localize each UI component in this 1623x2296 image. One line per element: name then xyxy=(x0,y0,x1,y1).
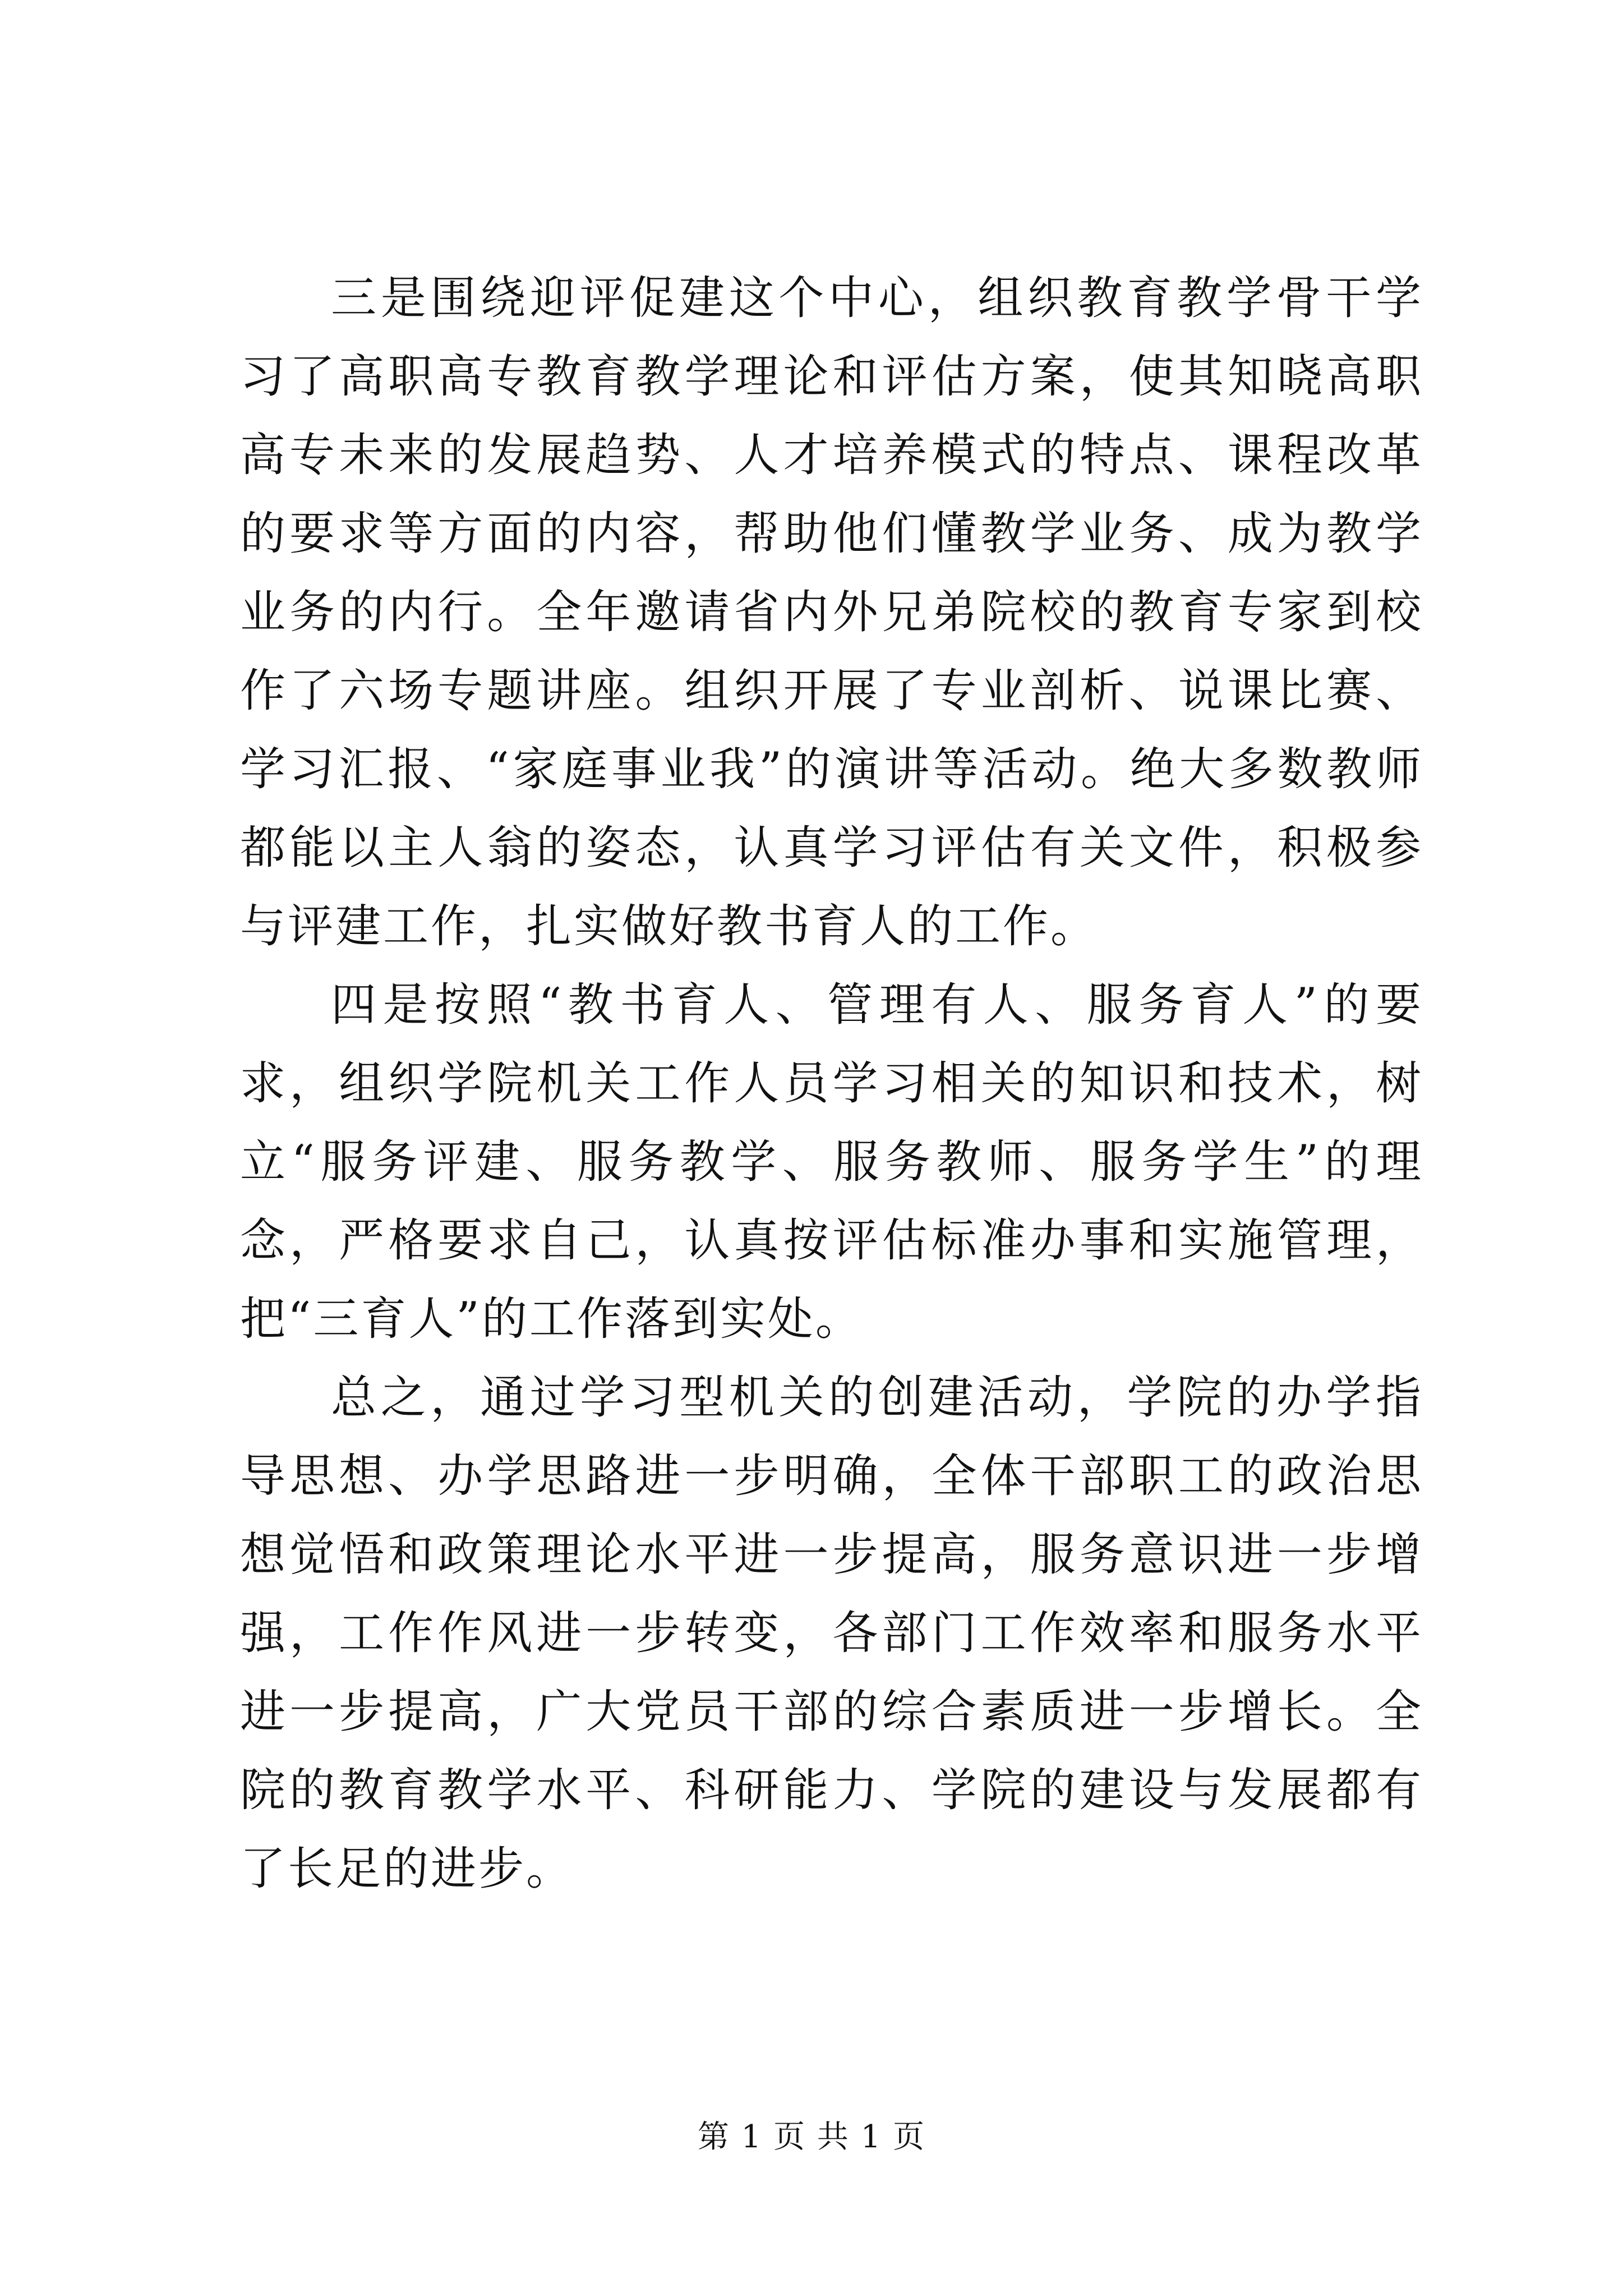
document-body xyxy=(240,259,1423,1908)
paragraph-2: 四是按照“教书育人、管理有人、服务育人”的要求，组织学院机关工作人员学习相关的知识和技术，树立“服务评建、服务教学、服务教师、服务学生”的理念，严格要求自己，认真按评估标准办事和实施管理，把“三育人”的工作落到实处。 xyxy=(240,979,1423,1346)
paragraph-3: 总之，通过学习型机关的创建活动，学院的办学指导思想、办学思路进一步明确，全体干部职工的政治思想觉悟和政策理论水平进一步提高，服务意识进一步增强，工作作风进一步转变，各部门工作效率和服务水平进一步提高，广大党员干部的综合素质进一步增长。全院的教育教学水平、科研能力、学院的建设与发展都有了长足的进步。 xyxy=(240,1372,1423,1895)
page-number-footer: 第 1 页 共 1 页 xyxy=(697,2119,926,2155)
paragraph-1: 三是围绕迎评促建这个中心，组织教育教学骨干学习了高职高专教育教学理论和评估方案，使其知晓高职高专未来的发展趋势、人才培养模式的特点、课程改革的要求等方面的内容，帮助他们懂教学业务、成为教学业务的内行。全年邀请省内外兄弟院校的教育专家到校作了六场专题讲座。组织开展了专业剖析、说课比赛、学习汇报、“家庭事业我”的演讲等活动。绝大多数教师都能以主人翁的姿态，认真学习评估有关文件，积极参与评建工作，扎实做好教书育人的工作。 xyxy=(240,272,1423,953)
